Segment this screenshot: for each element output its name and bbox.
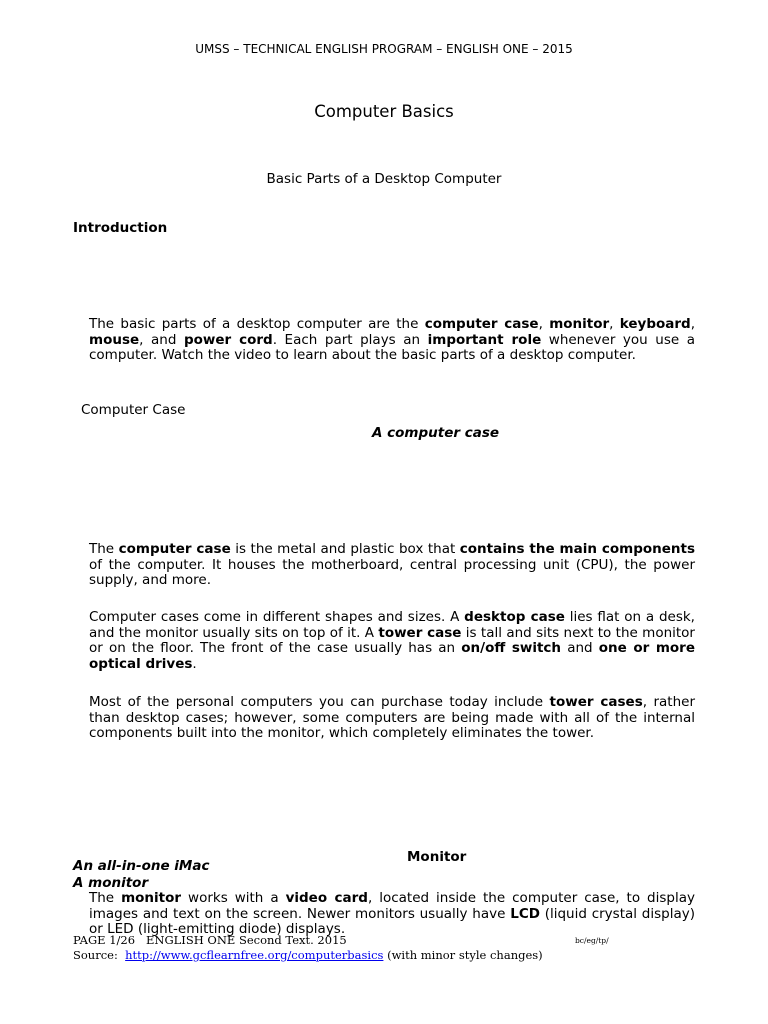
intro-paragraph: The basic parts of a desktop computer are the computer case, monitor, keyboard, mouse, and power cord. Each part plays an important role whenever you use a computer. Watch the video to learn about the basic parts of a desktop computer.: [89, 316, 695, 364]
footer-source-line: [73, 948, 543, 962]
computer-case-paragraph-2: Computer cases come in different shapes and sizes. A desktop case lies flat on a desk, and the monitor usually sits on top of it. A tower case is tall and sits next to the monitor or on the floor. The front of the case usually has an on/off switch and one or more optical drives.: [89, 609, 695, 672]
computer-case-paragraph-3: Most of the personal computers you can purchase today include tower cases, rather than desktop cases; however, some computers are being made with all of the internal components built into the monitor, which completely eliminates the tower.: [89, 694, 695, 742]
footer-code: bc/eg/tp/: [575, 936, 609, 945]
page-header: UMSS – TECHNICAL ENGLISH PROGRAM – ENGLISH ONE – 2015: [195, 42, 573, 56]
computer-case-heading: Computer Case: [81, 402, 186, 418]
page-subtitle: Basic Parts of a Desktop Computer: [266, 171, 502, 187]
monitor-caption: A monitor: [73, 875, 149, 891]
computer-case-caption: A computer case: [372, 425, 500, 441]
monitor-paragraph: The monitor works with a video card, located inside the computer case, to display images and text on the screen. Newer monitors usually have LCD (liquid crystal display) or LED (light-emitting diode) displays.: [89, 890, 695, 938]
footer-source-note: (with minor style changes): [387, 948, 543, 962]
imac-caption: An all-in-one iMac: [73, 858, 210, 874]
intro-heading: Introduction: [73, 220, 168, 236]
computer-case-paragraph-1: The computer case is the metal and plastic box that contains the main components of the computer. It houses the motherboard, central processing unit (CPU), the power supply, and more.: [89, 541, 696, 589]
footer-text: ENGLISH ONE Second Text. 2015: [146, 933, 347, 947]
footer-page-line: [73, 933, 347, 947]
footer-source-link[interactable]: http://www.gcflearnfree.org/computerbasics: [125, 948, 384, 962]
footer-page-number: PAGE 1/26: [73, 933, 136, 947]
footer-source-label: Source:: [73, 948, 118, 962]
monitor-heading: Monitor: [407, 849, 467, 865]
page-title: Computer Basics: [314, 102, 454, 121]
